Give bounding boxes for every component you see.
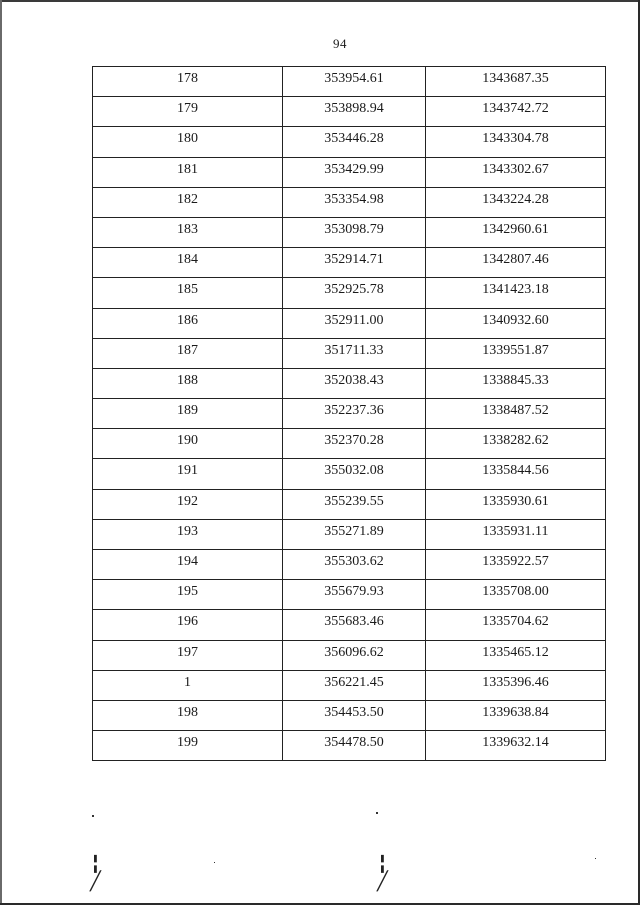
y-coordinate-cell: 1343304.78: [426, 127, 606, 157]
x-coordinate-cell: 355679.93: [283, 580, 426, 610]
table-row: [93, 731, 606, 761]
scan-speck: [376, 812, 378, 814]
point-id-cell: 1: [93, 670, 283, 700]
y-coordinate-cell: 1342960.61: [426, 217, 606, 247]
point-id-cell: 178: [93, 67, 283, 97]
x-coordinate-cell: 353446.28: [283, 127, 426, 157]
point-id-cell: 181: [93, 157, 283, 187]
y-coordinate-cell: 1335922.57: [426, 550, 606, 580]
page-edge-left: [0, 0, 2, 905]
y-coordinate-cell: 1343224.28: [426, 187, 606, 217]
x-coordinate-cell: 352237.36: [283, 399, 426, 429]
table-row: [93, 157, 606, 187]
y-coordinate-cell: 1335930.61: [426, 489, 606, 519]
scan-mark-left: ╏: [90, 854, 101, 874]
x-coordinate-cell: 355032.08: [283, 459, 426, 489]
scan-speck: [92, 815, 94, 817]
point-id-cell: 199: [93, 731, 283, 761]
x-coordinate-cell: 352914.71: [283, 248, 426, 278]
point-id-cell: 191: [93, 459, 283, 489]
point-id-cell: 184: [93, 248, 283, 278]
table-row: [93, 338, 606, 368]
table-row: [93, 67, 606, 97]
table-row: [93, 278, 606, 308]
table-row: [93, 459, 606, 489]
point-id-cell: 196: [93, 610, 283, 640]
y-coordinate-cell: 1335708.00: [426, 580, 606, 610]
point-id-cell: 186: [93, 308, 283, 338]
table-row: [93, 399, 606, 429]
y-coordinate-cell: 1339551.87: [426, 338, 606, 368]
scan-mark-left-lower: ╱: [90, 871, 101, 891]
point-id-cell: 189: [93, 399, 283, 429]
point-id-cell: 198: [93, 700, 283, 730]
scan-speck: [214, 862, 215, 863]
y-coordinate-cell: 1335396.46: [426, 670, 606, 700]
y-coordinate-cell: 1340932.60: [426, 308, 606, 338]
point-id-cell: 187: [93, 338, 283, 368]
point-id-cell: 190: [93, 429, 283, 459]
x-coordinate-cell: 356221.45: [283, 670, 426, 700]
x-coordinate-cell: 355239.55: [283, 489, 426, 519]
point-id-cell: 192: [93, 489, 283, 519]
y-coordinate-cell: 1343687.35: [426, 67, 606, 97]
y-coordinate-cell: 1339638.84: [426, 700, 606, 730]
x-coordinate-cell: 353098.79: [283, 217, 426, 247]
x-coordinate-cell: 352925.78: [283, 278, 426, 308]
table-row: [93, 550, 606, 580]
y-coordinate-cell: 1338487.52: [426, 399, 606, 429]
table-row: [93, 248, 606, 278]
table-row: [93, 670, 606, 700]
table-row: [93, 97, 606, 127]
point-id-cell: 183: [93, 217, 283, 247]
table-row: [93, 187, 606, 217]
coordinates-table-wrapper: [92, 66, 605, 761]
table-row: [93, 519, 606, 549]
y-coordinate-cell: 1335931.11: [426, 519, 606, 549]
point-id-cell: 188: [93, 368, 283, 398]
coordinates-table-body: [93, 67, 606, 761]
coordinates-table: [92, 66, 606, 761]
point-id-cell: 194: [93, 550, 283, 580]
page-number: 94: [333, 36, 347, 51]
x-coordinate-cell: 352911.00: [283, 308, 426, 338]
point-id-cell: 193: [93, 519, 283, 549]
point-id-cell: 185: [93, 278, 283, 308]
table-row: [93, 640, 606, 670]
page-edge-top: [0, 0, 640, 2]
scan-speck: [595, 858, 596, 859]
point-id-cell: 182: [93, 187, 283, 217]
table-row: [93, 610, 606, 640]
table-row: [93, 127, 606, 157]
y-coordinate-cell: 1335465.12: [426, 640, 606, 670]
y-coordinate-cell: 1343742.72: [426, 97, 606, 127]
x-coordinate-cell: 353429.99: [283, 157, 426, 187]
x-coordinate-cell: 353954.61: [283, 67, 426, 97]
table-row: [93, 580, 606, 610]
x-coordinate-cell: 356096.62: [283, 640, 426, 670]
x-coordinate-cell: 355303.62: [283, 550, 426, 580]
scan-mark-center-lower: ╱: [377, 871, 388, 891]
point-id-cell: 197: [93, 640, 283, 670]
point-id-cell: 195: [93, 580, 283, 610]
table-row: [93, 489, 606, 519]
y-coordinate-cell: 1339632.14: [426, 731, 606, 761]
table-row: [93, 368, 606, 398]
y-coordinate-cell: 1335844.56: [426, 459, 606, 489]
x-coordinate-cell: 352370.28: [283, 429, 426, 459]
y-coordinate-cell: 1335704.62: [426, 610, 606, 640]
y-coordinate-cell: 1342807.46: [426, 248, 606, 278]
scan-mark-center: ╏: [377, 854, 388, 874]
point-id-cell: 180: [93, 127, 283, 157]
point-id-cell: 179: [93, 97, 283, 127]
x-coordinate-cell: 354478.50: [283, 731, 426, 761]
table-row: [93, 700, 606, 730]
x-coordinate-cell: 351711.33: [283, 338, 426, 368]
x-coordinate-cell: 355271.89: [283, 519, 426, 549]
y-coordinate-cell: 1338845.33: [426, 368, 606, 398]
x-coordinate-cell: 354453.50: [283, 700, 426, 730]
table-row: [93, 217, 606, 247]
x-coordinate-cell: 352038.43: [283, 368, 426, 398]
table-row: [93, 308, 606, 338]
y-coordinate-cell: 1338282.62: [426, 429, 606, 459]
y-coordinate-cell: 1343302.67: [426, 157, 606, 187]
x-coordinate-cell: 355683.46: [283, 610, 426, 640]
x-coordinate-cell: 353354.98: [283, 187, 426, 217]
x-coordinate-cell: 353898.94: [283, 97, 426, 127]
y-coordinate-cell: 1341423.18: [426, 278, 606, 308]
table-row: [93, 429, 606, 459]
